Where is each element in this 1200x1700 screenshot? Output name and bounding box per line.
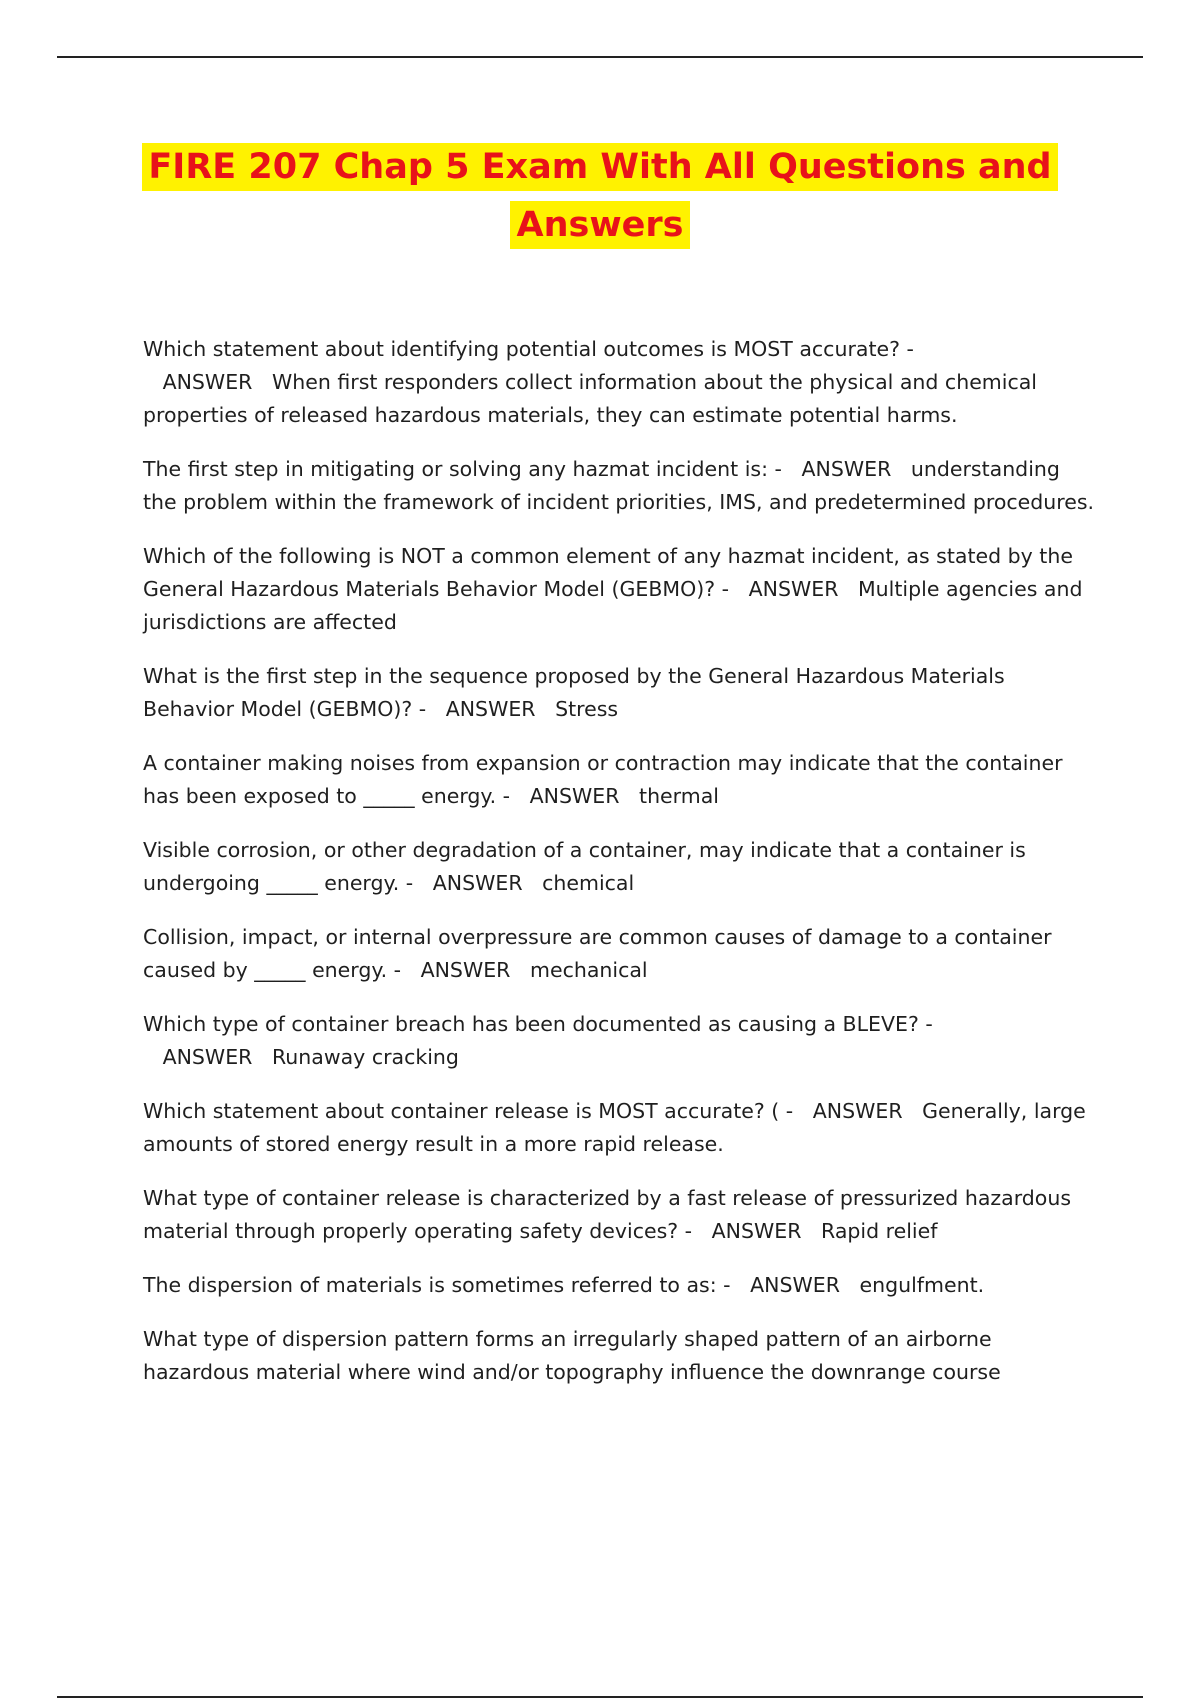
answer-text: Multiple agencies and jurisdictions are affected bbox=[143, 577, 1083, 634]
qa-item bbox=[143, 333, 1098, 432]
qa-item bbox=[143, 540, 1098, 639]
answer-label: ANSWER bbox=[748, 577, 839, 601]
answer-label: ANSWER bbox=[812, 1099, 903, 1123]
question-text: The dispersion of materials is sometimes referred to as: - bbox=[143, 1273, 731, 1297]
answer-text: Stress bbox=[555, 697, 619, 721]
question-text: Which statement about container release is MOST accurate? ( - bbox=[143, 1099, 794, 1123]
qa-item bbox=[143, 921, 1098, 987]
qa-list bbox=[143, 333, 1098, 1410]
question-text: Visible corrosion, or other degradation of a container, may indicate that a container is undergoing _____ energy. - bbox=[143, 838, 1026, 895]
question-text: What type of dispersion pattern forms an irregularly shaped pattern of an airborne hazardous material where wind and/or topography influence the downrange course bbox=[143, 1327, 1001, 1384]
answer-label: ANSWER bbox=[162, 370, 253, 394]
answer-label: ANSWER bbox=[445, 697, 536, 721]
bottom-rule bbox=[57, 1696, 1143, 1698]
question-text: Collision, impact, or internal overpressure are common causes of damage to a container caused by _____ energy. - bbox=[143, 925, 1052, 982]
answer-label: ANSWER bbox=[162, 1045, 253, 1069]
document-title bbox=[120, 138, 1080, 254]
question-text: Which type of container breach has been documented as causing a BLEVE? - bbox=[143, 1012, 933, 1036]
qa-item bbox=[143, 747, 1098, 813]
title-text: FIRE 207 Chap 5 Exam With All Questions and Answers bbox=[142, 143, 1057, 249]
qa-item bbox=[143, 1008, 1098, 1074]
question-text: Which statement about identifying potential outcomes is MOST accurate? - bbox=[143, 337, 914, 361]
qa-item bbox=[143, 453, 1098, 519]
answer-label: ANSWER bbox=[711, 1219, 802, 1243]
qa-item bbox=[143, 660, 1098, 726]
answer-text: Generally, large amounts of stored energy result in a more rapid release. bbox=[143, 1099, 1086, 1156]
question-text: A container making noises from expansion or contraction may indicate that the container has been exposed to _____ energy. - bbox=[143, 751, 1063, 808]
answer-label: ANSWER bbox=[420, 958, 511, 982]
answer-label: ANSWER bbox=[529, 784, 620, 808]
answer-text: understanding the problem within the framework of incident priorities, IMS, and predetermined procedures. bbox=[143, 457, 1095, 514]
top-rule bbox=[57, 56, 1143, 58]
qa-item bbox=[143, 1182, 1098, 1248]
qa-item bbox=[143, 1269, 1098, 1302]
answer-text: mechanical bbox=[529, 958, 648, 982]
answer-label: ANSWER bbox=[750, 1273, 840, 1297]
qa-item bbox=[143, 834, 1098, 900]
question-text: What type of container release is characterized by a fast release of pressurized hazardous material through properly operating safety devices? - bbox=[143, 1186, 1071, 1243]
answer-label: ANSWER bbox=[432, 871, 523, 895]
answer-text: chemical bbox=[542, 871, 635, 895]
answer-text: engulfment. bbox=[859, 1273, 985, 1297]
answer-text: Runaway cracking bbox=[271, 1045, 459, 1069]
answer-label: ANSWER bbox=[801, 457, 892, 481]
answer-text: When first responders collect information about the physical and chemical properties of released hazardous materials, they can estimate potential harms. bbox=[143, 370, 1038, 427]
question-text: What is the first step in the sequence proposed by the General Hazardous Materials Behavior Model (GEBMO)? - bbox=[143, 664, 1005, 721]
qa-item bbox=[143, 1323, 1098, 1389]
qa-item bbox=[143, 1095, 1098, 1161]
question-text: Which of the following is NOT a common element of any hazmat incident, as stated by the General Hazardous Materials Behavior Model (GEBMO)? - bbox=[143, 544, 1073, 601]
question-text: The first step in mitigating or solving any hazmat incident is: - bbox=[143, 457, 782, 481]
answer-text: Rapid relief bbox=[821, 1219, 938, 1243]
answer-text: thermal bbox=[639, 784, 719, 808]
